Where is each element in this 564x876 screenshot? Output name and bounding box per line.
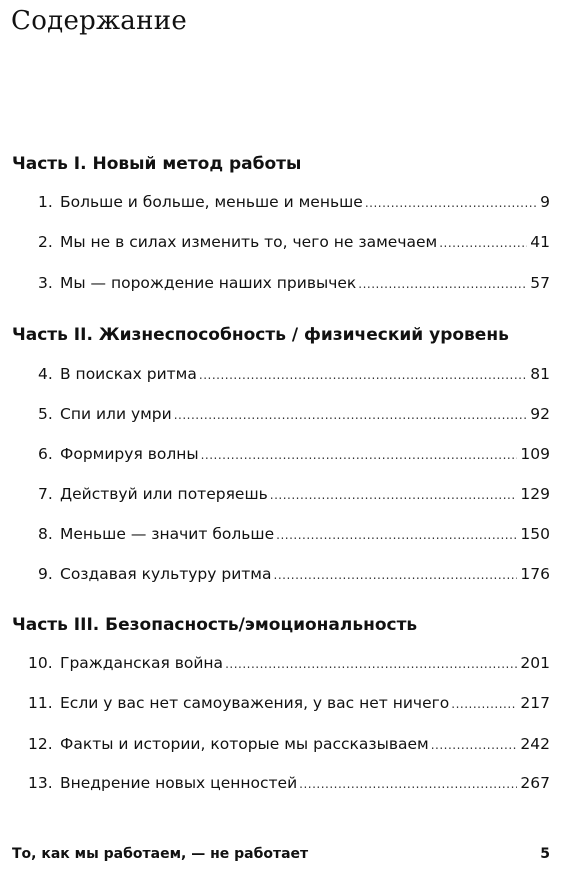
dot-leader: [439, 236, 527, 250]
entry-page: 129: [520, 485, 550, 503]
dot-leader: [431, 738, 518, 752]
entry-page: 92: [530, 405, 550, 423]
dot-leader: [174, 408, 528, 422]
entry-number: 12.: [28, 735, 53, 753]
entry-number: 8.: [38, 525, 53, 543]
dot-leader: [199, 368, 527, 382]
entry-page: 267: [520, 774, 550, 792]
dot-leader: [451, 697, 517, 711]
entry-title: Формируя волны: [60, 445, 199, 463]
entry-page: 81: [530, 365, 550, 383]
entry-number: 11.: [28, 694, 53, 712]
part-heading: Часть III. Безопасность/эмоциональность: [12, 615, 418, 635]
entry-number: 3.: [38, 274, 53, 292]
entry-number: 7.: [38, 485, 53, 503]
toc-entry[interactable]: [28, 735, 550, 753]
entry-page: 242: [520, 735, 550, 753]
dot-leader: [270, 488, 518, 502]
entry-number: 6.: [38, 445, 53, 463]
toc-entry[interactable]: [38, 565, 550, 583]
entry-page: 150: [520, 525, 550, 543]
dot-leader: [358, 277, 527, 291]
entry-title: Больше и больше, меньше и меньше: [60, 193, 363, 211]
page-footer: [12, 846, 550, 862]
entry-title: Спи или умри: [60, 405, 172, 423]
toc-entry[interactable]: [38, 405, 550, 423]
toc-entry[interactable]: [28, 654, 550, 672]
entry-page: 109: [520, 445, 550, 463]
toc-entry[interactable]: [28, 774, 550, 792]
entry-page: 57: [530, 274, 550, 292]
entry-title: Факты и истории, которые мы рассказываем: [60, 735, 429, 753]
toc-entry[interactable]: [38, 233, 550, 251]
dot-leader: [201, 448, 518, 462]
entry-page: 201: [520, 654, 550, 672]
entry-page: 176: [520, 565, 550, 583]
entry-title: В поисках ритма: [60, 365, 197, 383]
entry-number: 5.: [38, 405, 53, 423]
toc-entry[interactable]: [38, 274, 550, 292]
toc-entry[interactable]: [28, 694, 550, 712]
entry-number: 13.: [28, 774, 53, 792]
dot-leader: [274, 568, 518, 582]
dot-leader: [225, 657, 517, 671]
entry-number: 1.: [38, 193, 53, 211]
part-heading: Часть I. Новый метод работы: [12, 154, 302, 174]
entry-title: Мы не в силах изменить то, чего не замечаем: [60, 233, 438, 251]
toc-entry[interactable]: [38, 193, 550, 211]
entry-number: 9.: [38, 565, 53, 583]
entry-page: 41: [530, 233, 550, 251]
entry-number: 10.: [28, 654, 53, 672]
entry-page: 9: [540, 193, 550, 211]
entry-number: 4.: [38, 365, 53, 383]
page-title: Содержание: [11, 6, 188, 36]
entry-title: Если у вас нет самоуважения, у вас нет ничего: [60, 694, 450, 712]
entry-title: Действуй или потеряешь: [60, 485, 268, 503]
entry-title: Мы — порождение наших привычек: [60, 274, 357, 292]
toc-entry[interactable]: [38, 445, 550, 463]
dot-leader: [365, 196, 537, 210]
running-title: То, как мы работаем, — не работает: [12, 846, 309, 862]
entry-title: Меньше — значит больше: [60, 525, 275, 543]
toc-entry[interactable]: [38, 525, 550, 543]
page-number: 5: [540, 846, 550, 862]
entry-title: Внедрение новых ценностей: [60, 774, 298, 792]
toc-entry[interactable]: [38, 365, 550, 383]
dot-leader: [276, 528, 517, 542]
dot-leader: [299, 777, 517, 791]
entry-number: 2.: [38, 233, 53, 251]
entry-title: Создавая культуру ритма: [60, 565, 272, 583]
entry-page: 217: [520, 694, 550, 712]
entry-title: Гражданская война: [60, 654, 224, 672]
toc-entry[interactable]: [38, 485, 550, 503]
part-heading: Часть II. Жизнеспособность / физический уровень: [12, 325, 509, 345]
